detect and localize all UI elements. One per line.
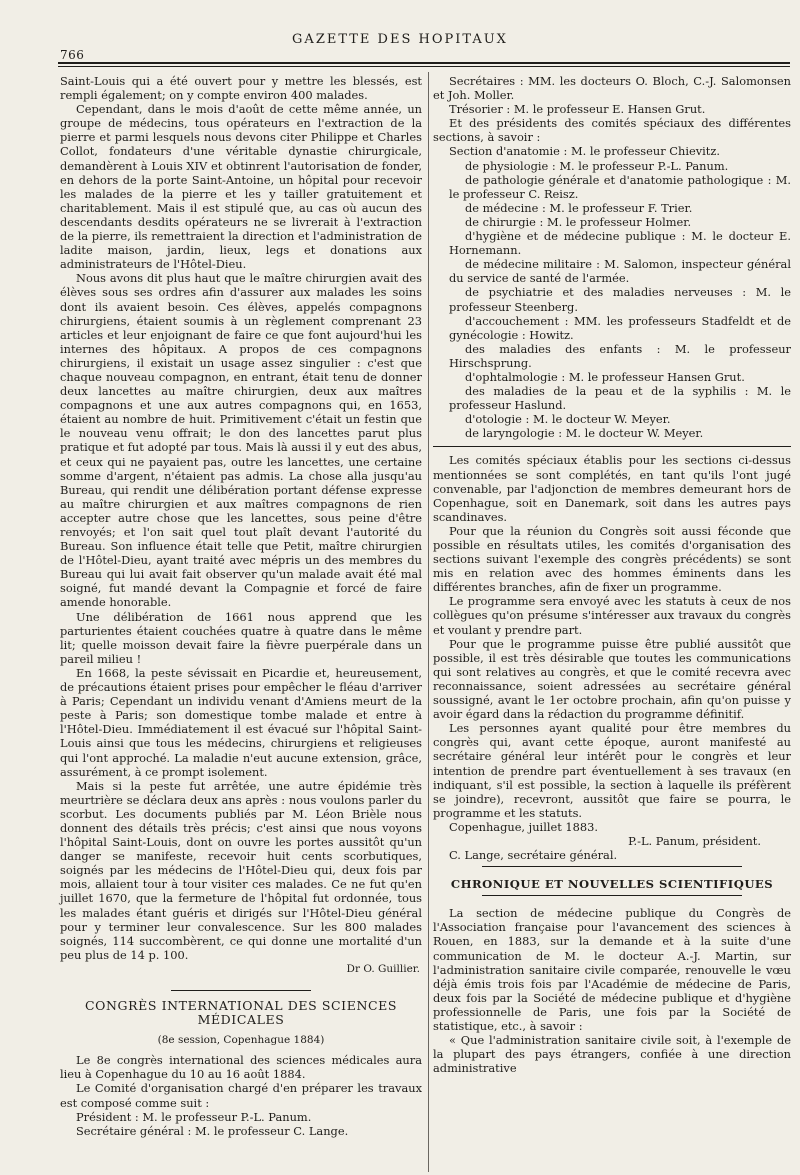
section-item: de psychiatrie et des maladies nerveuses : M. le professeur Steenberg. bbox=[449, 285, 791, 314]
section-item: d'ophtalmologie : M. le professeur Hansen Grut. bbox=[465, 369, 745, 384]
author-signature: Dr O. Guillier. bbox=[346, 962, 420, 975]
paragraph: Pour que la réunion du Congrès soit aussi féconde que possible en résultats utiles, les comités d'organisation des sections suivant l'exemple des congrès précédents) se sont mis en relation avec des hommes éminents dans les différentes branches, afin de fixer un programme. bbox=[433, 523, 791, 595]
divider bbox=[482, 866, 742, 867]
paragraph: Saint-Louis qui a été ouvert pour y mettre les blessés, est rempli également; on y compte environ 400 malades. bbox=[60, 74, 422, 103]
secretary-general-line: Secrétaire général : M. le professeur C. Lange. bbox=[76, 1123, 349, 1138]
section-item: de médecine : M. le professeur F. Trier. bbox=[465, 200, 693, 215]
paragraph: Mais si la peste fut arrêtée, une autre épidémie très meurtrière se déclara deux ans après : nous voulons parler du scorbut. Les documents publiés par M. Léon Brièle nous donnent des détails très précis; c'est ainsi que nous voyons l'hôpital Saint-Louis, dont on ouvre les portes aussitôt qu'un danger se manifeste, recevoir huit cents scorbutiques, soignés par les médecins de l'Hôtel-Dieu qui, deux fois par mois, allaient tour à tour visiter ces malades. Ce ne fut qu'en juillet 1670, que la fermeture de l'hôpital fut ordonnée, tous les malades étant guéris et dirigés sur l'Hôtel-Dieu général pour y terminer leur convalescence. Sur les 800 malades soignés, 114 succombèrent, ce qui donne une mortalité d'un peu plus de 14 p. 100. bbox=[60, 778, 422, 962]
section-item: des maladies de la peau et de la syphilis : M. le professeur Haslund. bbox=[449, 384, 791, 413]
paragraph: Nous avons dit plus haut que le maître chirurgien avait des élèves sous ses ordres afin d'assurer aux malades les soins dont ils avaient besoin. Ces élèves, appelés compagnons chirurgiens, étaient soumis à un règlement comprenant 23 articles et leur enjoignant de faire ce que font aujourd'hui les internes des hôpitaux. A propos de ces compagnons chirurgiens, il existait un usage assez singulier : c'est que chaque nouveau compagnon, en entrant, était tenu de donner deux lancettes au maître chirurgien, deux aux maîtres compagnons et une aux autres compagnons qui, en 1653, étaient au nombre de huit. Primitivement c'était un festin que le nouveau venu offrait; le don des lancettes parut plus pratique et fut adopté par tous. Mais là aussi il y eut des abus, et ceux qui ne payaient pas, outre les lancettes, une certaine somme d'argent, n'étaient pas admis. La chose alla jusqu'au Bureau, qui rendit une délibération portant défense expresse au maître chirurgien et aux maîtres compagnons de rien accepter autre chose que les lancettes, sous peine d'être renvoyés; et l'on sait quel tout plaît devant l'autorité du Bureau. Son influence était telle que Petit, maître chirurgien de l'Hôtel-Dieu, ayant traité avec mépris un des membres du Bureau qui lui avait fait observer qu'un malade avait été mal soigné, fut mandé devant la Compagnie et forcé de faire amende honorable. bbox=[60, 271, 422, 610]
paragraph: Cependant, dans le mois d'août de cette même année, un groupe de médecins, tous opérateurs en l'extraction de la pierre et parmi lesquels nous devons citer Philippe et Charles Collot, fondateurs d'une véritable dynastie chirurgicale, demandèrent à Louis XIV et obtinrent l'autorisation de fonder, en dehors de la porte Saint-Antoine, un hôpital pour recevoir les malades de la pierre et les y tailler gratuitement et charitablement. Mais il est stipulé que, au cas où aucun des descendants desdits opérateurs ne se livrerait à l'extraction de la pierre, ils remettraient la direction et l'administration de ladite maison, jardin, lieux, legs et donations aux administrateurs de l'Hôtel-Dieu. bbox=[60, 102, 422, 272]
president-signature: P.-L. Panum, président. bbox=[628, 833, 761, 848]
congress-title: CONGRÈS INTERNATIONAL DES SCIENCES MÉDICALES bbox=[84, 998, 398, 1028]
divider bbox=[482, 895, 742, 896]
section-item: des maladies des enfants : M. le professeur Hirschsprung. bbox=[449, 341, 791, 370]
secretaries-line: Secrétaires : MM. les docteurs O. Bloch, C.-J. Salomonsen et Joh. Moller. bbox=[433, 74, 791, 103]
paragraph: Les comités spéciaux établis pour les sections ci-dessus mentionnées se sont complétés, en tant qu'ils l'ont jugé convenable, par l'adjonction de membres demeurant hors de Copenhague, soit en Danemark, soit dans les autres pays scandinaves. bbox=[433, 453, 791, 524]
congress-heading bbox=[60, 990, 422, 1047]
section-item: de laryngologie : M. le docteur W. Meyer. bbox=[465, 426, 704, 441]
paragraph: « Que l'administration sanitaire civile soit, à l'exemple de la plupart des pays étrangers, confiée à une direction administrative bbox=[433, 1033, 791, 1076]
section-item: d'otologie : M. le docteur W. Meyer. bbox=[465, 412, 671, 427]
page-number: 766 bbox=[60, 48, 85, 62]
paragraph: Le 8e congrès international des sciences médicales aura lieu à Copenhague du 10 au 16 août 1884. bbox=[60, 1053, 422, 1082]
divider bbox=[433, 446, 791, 447]
journal-title: GAZETTE DES HOPITAUX bbox=[292, 32, 508, 47]
left-column bbox=[60, 74, 422, 1138]
paragraph: Une délibération de 1661 nous apprend que les parturientes étaient couchées quatre à quatre dans le même lit; quelle moisson devait faire la fièvre puerpérale dans un pareil milieu ! bbox=[60, 609, 422, 666]
treasurer-line: Trésorier : M. le professeur E. Hansen Grut. bbox=[449, 102, 706, 117]
congress-subtitle: (8e session, Copenhague 1884) bbox=[157, 1034, 325, 1047]
chronicle-title: CHRONIQUE ET NOUVELLES SCIENTIFIQUES bbox=[450, 877, 774, 892]
section-item: de chirurgie : M. le professeur Holmer. bbox=[465, 214, 692, 229]
secretary-signature: C. Lange, secrétaire général. bbox=[449, 848, 618, 863]
section-item: de médecine militaire : M. Salomon, inspecteur général du service de santé de l'armée. bbox=[449, 257, 791, 286]
paragraph: Pour que le programme puisse être publié aussitôt que possible, il est très désirable que toutes les communications qui sont relatives au congrès, et que le comité recevra avec reconnaissance, soient adressées au secrétaire général soussigné, avant le 1er octobre prochain, afin qu'on puisse y avoir égard dans la rédaction du programme définitif. bbox=[433, 636, 791, 722]
section-item: d'hygiène et de médecine publique : M. le docteur E. Hornemann. bbox=[449, 229, 791, 258]
right-column bbox=[433, 74, 791, 1075]
paragraph: En 1668, la peste sévissait en Picardie et, heureusement, de précautions étaient prises pour empêcher le fléau d'arriver à Paris; Cependant un individu venant d'Amiens meurt de la peste à Paris; son domestique tombe malade et entre à l'Hôtel-Dieu. Immédiatement il est évacué sur l'hôpital Saint-Louis ainsi que tous les médecins, chirurgiens et religieuses qui l'ont approché. La maladie n'eut aucune extension, grâce, assurément, à ce prompt isolement. bbox=[60, 665, 422, 779]
divider bbox=[171, 990, 311, 991]
section-item: Section d'anatomie : M. le professeur Chievitz. bbox=[449, 144, 721, 159]
paragraph: Les personnes ayant qualité pour être membres du congrès qui, avant cette époque, auront manifesté au secrétaire général leur intérêt pour le congrès et leur intention de prendre part éventuellement à ses travaux (en indiquant, s'il est possible, la section à laquelle ils préfèrent se joindre), recevront, aussitôt que faire se pourra, le programme et les statuts. bbox=[433, 721, 791, 820]
section-item: d'accouchement : MM. les professeurs Stadfeldt et de gynécologie : Howitz. bbox=[449, 313, 791, 342]
header-rule-thin bbox=[58, 66, 790, 67]
section-item: de pathologie générale et d'anatomie pathologique : M. le professeur C. Reisz. bbox=[449, 172, 791, 201]
presidents-intro: Et des présidents des comités spéciaux des différentes sections, à savoir : bbox=[433, 116, 791, 145]
header-rule bbox=[58, 62, 790, 64]
section-item: de physiologie : M. le professeur P.-L. Panum. bbox=[465, 158, 729, 173]
paragraph: Le Comité d'organisation chargé d'en préparer les travaux est composé comme suit : bbox=[60, 1081, 422, 1110]
paragraph: Le programme sera envoyé avec les statuts à ceux de nos collègues qu'on présume s'intéresser aux travaux du congrès et voulant y prendre part. bbox=[433, 594, 791, 637]
sections-list bbox=[433, 144, 791, 440]
president-line: Président : M. le professeur P.-L. Panum. bbox=[76, 1109, 312, 1124]
paragraph: La section de médecine publique du Congrès de l'Association française pour l'avancement des sciences à Rouen, en 1883, sur la demande et à la suite d'une communication de M. le docteur A.-J. Martin, sur l'administration sanitaire civile comparée, renouvelle le vœu déjà émis trois fois par l'Académie de médecine de Paris, deux fois par la Société de médecine publique et d'hygiène professionnelle de Paris, une fois par la Société de statistique, etc., à savoir : bbox=[433, 906, 791, 1033]
place-date: Copenhague, juillet 1883. bbox=[449, 819, 599, 834]
page-header bbox=[0, 30, 800, 60]
column-divider bbox=[428, 72, 429, 1172]
